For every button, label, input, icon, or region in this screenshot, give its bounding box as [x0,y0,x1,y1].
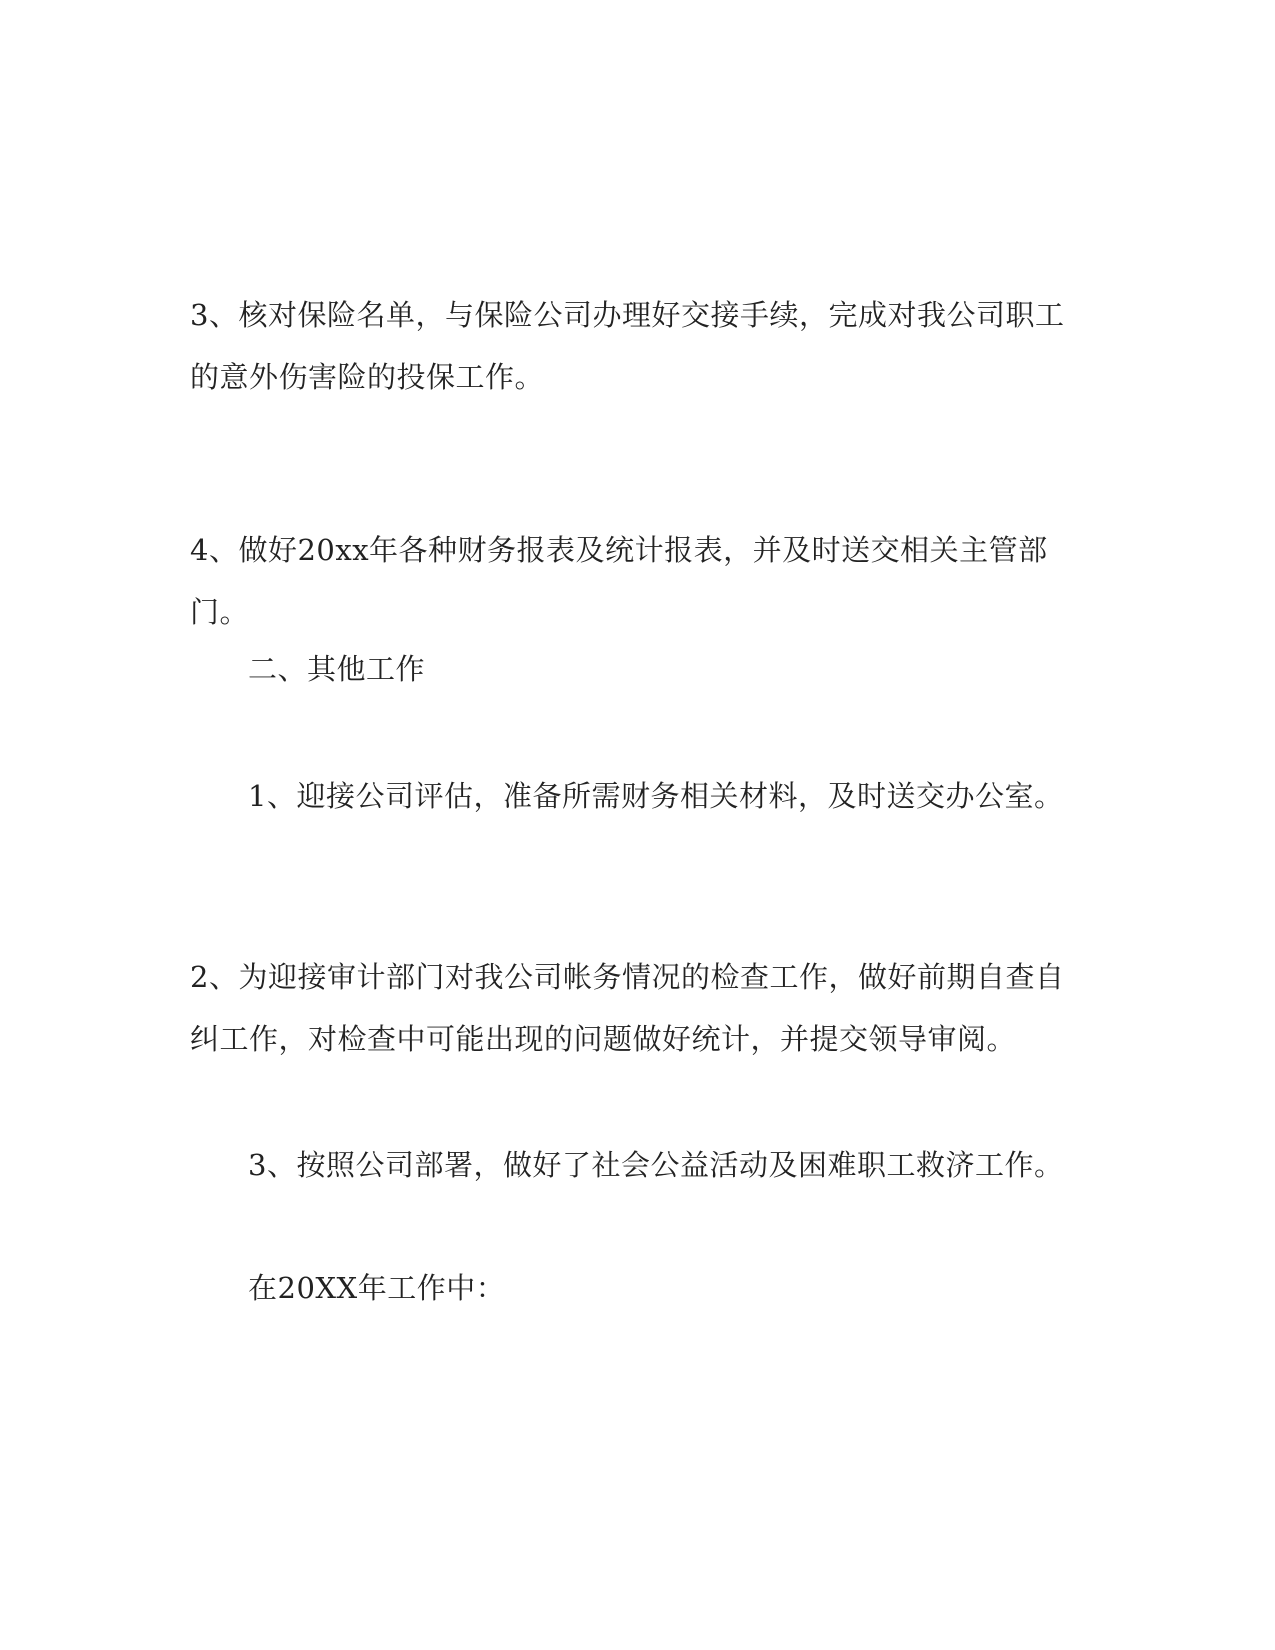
paragraph-work-intro: 在20XX年工作中： [248,1271,506,1305]
paragraph-audit-preparation: 2、为迎接审计部门对我公司帐务情况的检查工作，做好前期自查自纠工作，对检查中可能出现的问题做好统计，并提交领导审阅。 [190,960,1065,1056]
paragraph-insurance-list: 3、核对保险名单，与保险公司办理好交接手续，完成对我公司职工的意外伤害险的投保工作。 [190,298,1065,394]
section-heading-other-work: 二、其他工作 [248,652,426,686]
paragraph-public-welfare: 3、按照公司部署，做好了社会公益活动及困难职工救济工作。 [248,1148,1064,1182]
paragraph-financial-reports: 4、做好20xx年各种财务报表及统计报表，并及时送交相关主管部门。 [190,533,1048,629]
paragraph-company-evaluation: 1、迎接公司评估，准备所需财务相关材料，及时送交办公室。 [248,779,1064,813]
